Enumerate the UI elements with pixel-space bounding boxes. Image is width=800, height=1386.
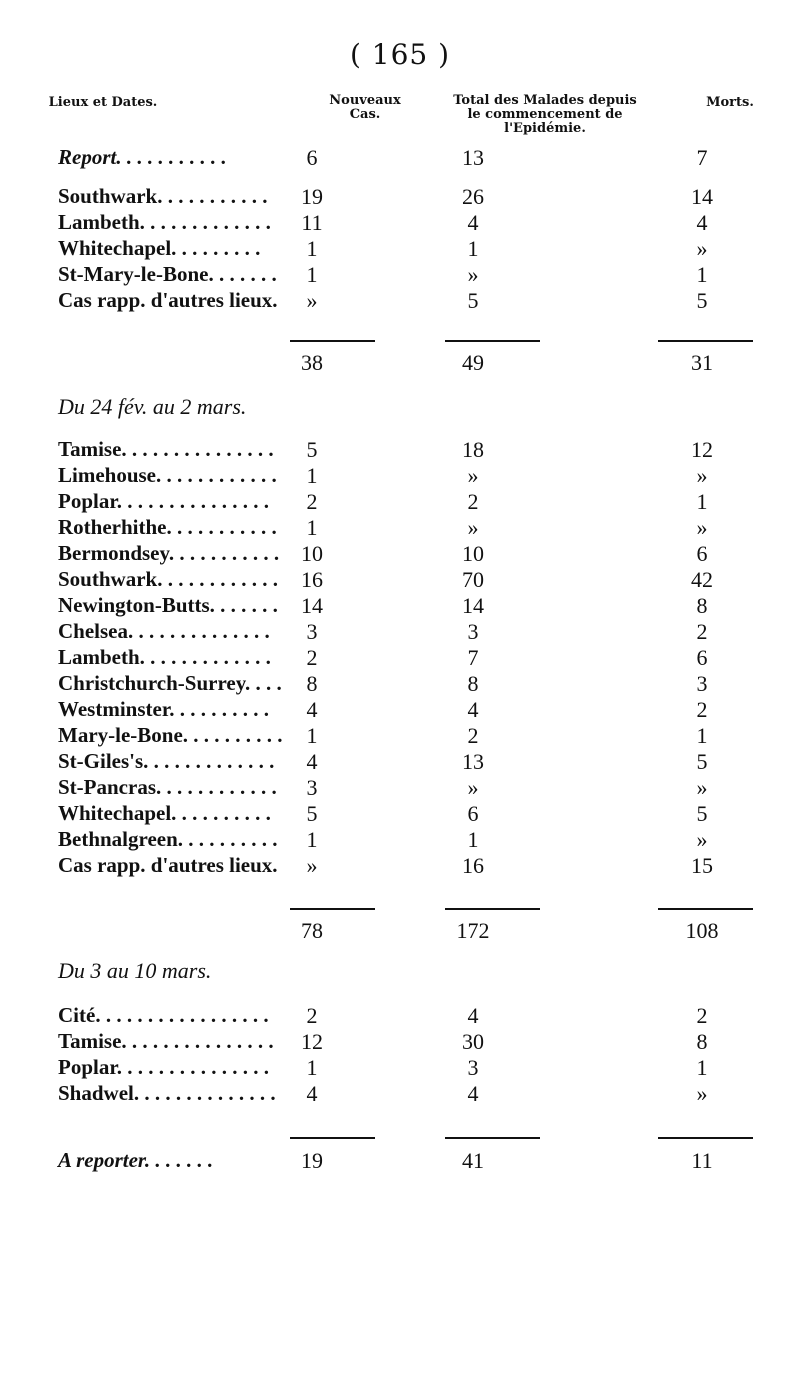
total-value: 2 (467, 723, 479, 748)
morts-value: 14 (691, 184, 713, 209)
row-label: Chelsea. . . . . . . . . . . . . . (58, 619, 270, 643)
table-row (0, 1029, 800, 1055)
cas-value: 1 (306, 1055, 318, 1080)
table-row (0, 723, 800, 749)
morts-value: 4 (696, 210, 708, 235)
table-row (0, 1081, 800, 1107)
table-row (0, 853, 800, 879)
total-value: 13 (462, 749, 484, 774)
cas-value: 3 (306, 775, 318, 800)
table-row (0, 801, 800, 827)
header-total: Total des Malades depuis le commencement de l'Epidémie. (453, 93, 637, 136)
total-value: 5 (467, 288, 479, 313)
table-row (0, 236, 800, 262)
cas-value: 14 (301, 593, 323, 618)
morts-total: 11 (691, 1148, 713, 1173)
table-row (0, 489, 800, 515)
totals-row (0, 350, 800, 376)
cas-value: 6 (306, 145, 318, 170)
morts-value: 2 (696, 697, 708, 722)
total-value: 4 (467, 1081, 479, 1106)
morts-value: 1 (696, 723, 708, 748)
total-value: 18 (462, 437, 484, 462)
morts-total: 108 (685, 918, 719, 943)
table-row (0, 775, 800, 801)
total-value: 1 (467, 827, 479, 852)
morts-value: 5 (696, 749, 708, 774)
table-row (0, 262, 800, 288)
cas-value: 12 (301, 1029, 323, 1054)
totals-row (0, 918, 800, 944)
morts-value: 2 (696, 1003, 708, 1028)
table-row (0, 1003, 800, 1029)
row-label: Cas rapp. d'autres lieux. (58, 853, 278, 877)
row-label: Newington-Butts. . . . . . . (58, 593, 278, 617)
table-row (0, 567, 800, 593)
total-value: 16 (462, 853, 484, 878)
cas-value: 1 (306, 723, 318, 748)
morts-value: 1 (696, 489, 708, 514)
total-value: 4 (467, 1003, 479, 1028)
cas-value: 4 (306, 1081, 318, 1106)
row-label: Shadwel. . . . . . . . . . . . . . (58, 1081, 276, 1105)
page-number: ( 165 ) (349, 38, 451, 71)
sum-rule (290, 340, 375, 342)
morts-value: » (696, 463, 708, 488)
header-cas: Nouveaux Cas. (329, 93, 401, 122)
morts-value: 3 (696, 671, 708, 696)
total-value: » (467, 775, 479, 800)
cas-value: » (306, 288, 318, 313)
sum-rule (290, 908, 375, 910)
total-value: 14 (462, 593, 484, 618)
sum-rule (445, 908, 540, 910)
table-row (0, 515, 800, 541)
morts-value: 2 (696, 619, 708, 644)
table-row (0, 593, 800, 619)
header-lieux: Lieux et Dates. (48, 95, 158, 110)
cas-total: 38 (301, 350, 323, 375)
row-label: Poplar. . . . . . . . . . . . . . . (58, 1055, 269, 1079)
total-value: 10 (462, 541, 484, 566)
row-label: Lambeth. . . . . . . . . . . . . (58, 210, 271, 234)
morts-value: » (696, 515, 708, 540)
row-label: Mary-le-Bone. . . . . . . . . . (58, 723, 283, 747)
total-value: 2 (467, 489, 479, 514)
cas-value: 5 (306, 801, 318, 826)
cas-value: 4 (306, 749, 318, 774)
morts-value: 5 (696, 801, 708, 826)
table-row (0, 671, 800, 697)
row-label: St-Mary-le-Bone. . . . . . . (58, 262, 277, 286)
total-value: 30 (462, 1029, 484, 1054)
total-value: 70 (462, 567, 484, 592)
total-value: 4 (467, 697, 479, 722)
row-label: Christchurch-Surrey. . . . (58, 671, 282, 695)
row-label: Tamise. . . . . . . . . . . . . . . (58, 1029, 274, 1053)
cas-value: 3 (306, 619, 318, 644)
section-heading: Du 24 fév. au 2 mars. (58, 394, 247, 419)
row-label: Bethnalgreen. . . . . . . . . . (58, 827, 278, 851)
table-row (0, 1055, 800, 1081)
sum-rule (658, 1137, 753, 1139)
cas-value: 2 (306, 489, 318, 514)
table-row (0, 210, 800, 236)
row-label: Lambeth. . . . . . . . . . . . . (58, 645, 271, 669)
total-value: 6 (467, 801, 479, 826)
row-label: Rotherhithe. . . . . . . . . . . (58, 515, 277, 539)
morts-value: 12 (691, 437, 713, 462)
row-label: Southwark. . . . . . . . . . . (58, 184, 268, 208)
table-row (0, 288, 800, 314)
cas-value: 4 (306, 697, 318, 722)
total-value: 3 (467, 619, 479, 644)
cas-total: 19 (301, 1148, 323, 1173)
cas-value: 1 (306, 262, 318, 287)
total-value: 8 (467, 671, 479, 696)
sum-rule (445, 1137, 540, 1139)
morts-value: 42 (691, 567, 713, 592)
morts-value: » (696, 236, 708, 261)
sum-rule (658, 340, 753, 342)
row-label: Westminster. . . . . . . . . . (58, 697, 269, 721)
table-row (0, 619, 800, 645)
cas-value: 10 (301, 541, 323, 566)
carry-forward-label: A reporter. . . . . . . (58, 1148, 214, 1172)
total-total: 49 (462, 350, 484, 375)
table-row (0, 437, 800, 463)
morts-value: » (696, 775, 708, 800)
table-row (0, 827, 800, 853)
total-value: » (467, 463, 479, 488)
row-label: Report. . . . . . . . . . . (58, 145, 227, 169)
total-value: 4 (467, 210, 479, 235)
total-total: 41 (462, 1148, 484, 1173)
total-value: 1 (467, 236, 479, 261)
table-row (0, 463, 800, 489)
total-value: 3 (467, 1055, 479, 1080)
cas-value: » (306, 853, 318, 878)
total-value: » (467, 262, 479, 287)
row-label: Cas rapp. d'autres lieux. (58, 288, 278, 312)
total-value: 7 (467, 645, 479, 670)
cas-value: 1 (306, 827, 318, 852)
row-label: Cité. . . . . . . . . . . . . . . . . (58, 1003, 269, 1027)
table-row (0, 541, 800, 567)
table-row (0, 749, 800, 775)
total-total: 172 (456, 918, 490, 943)
cas-total: 78 (301, 918, 323, 943)
row-label: St-Pancras. . . . . . . . . . . . (58, 775, 277, 799)
row-label: Whitechapel. . . . . . . . . . (58, 801, 271, 825)
morts-value: 8 (696, 593, 708, 618)
morts-value: 8 (696, 1029, 708, 1054)
cas-value: 2 (306, 1003, 318, 1028)
cas-value: 1 (306, 463, 318, 488)
row-label: Whitechapel. . . . . . . . . (58, 236, 261, 260)
row-label: Poplar. . . . . . . . . . . . . . . (58, 489, 269, 513)
row-label: Limehouse. . . . . . . . . . . . (58, 463, 277, 487)
morts-value: 15 (691, 853, 713, 878)
total-value: 13 (462, 145, 484, 170)
row-label: Tamise. . . . . . . . . . . . . . . (58, 437, 274, 461)
morts-value: 6 (696, 541, 708, 566)
morts-value: 7 (696, 145, 708, 170)
cas-value: 19 (301, 184, 323, 209)
morts-total: 31 (691, 350, 713, 375)
sum-rule (658, 908, 753, 910)
cas-value: 11 (301, 210, 323, 235)
morts-value: 6 (696, 645, 708, 670)
cas-value: 5 (306, 437, 318, 462)
sum-rule (445, 340, 540, 342)
total-value: 26 (462, 184, 484, 209)
morts-value: 1 (696, 262, 708, 287)
row-label: Bermondsey. . . . . . . . . . . (58, 541, 280, 565)
morts-value: » (696, 827, 708, 852)
morts-value: 5 (696, 288, 708, 313)
cas-value: 8 (306, 671, 318, 696)
cas-value: 1 (306, 236, 318, 261)
morts-value: » (696, 1081, 708, 1106)
table-row (0, 645, 800, 671)
totals-row (0, 1148, 800, 1174)
cas-value: 16 (301, 567, 323, 592)
section-heading: Du 3 au 10 mars. (58, 958, 212, 983)
table-row (0, 184, 800, 210)
morts-value: 1 (696, 1055, 708, 1080)
total-value: » (467, 515, 479, 540)
header-morts: Morts. (706, 95, 754, 110)
sum-rule (290, 1137, 375, 1139)
cas-value: 1 (306, 515, 318, 540)
cas-value: 2 (306, 645, 318, 670)
row-label: St-Giles's. . . . . . . . . . . . . (58, 749, 275, 773)
table-row (0, 697, 800, 723)
row-label: Southwark. . . . . . . . . . . . (58, 567, 278, 591)
table-row (0, 145, 800, 171)
